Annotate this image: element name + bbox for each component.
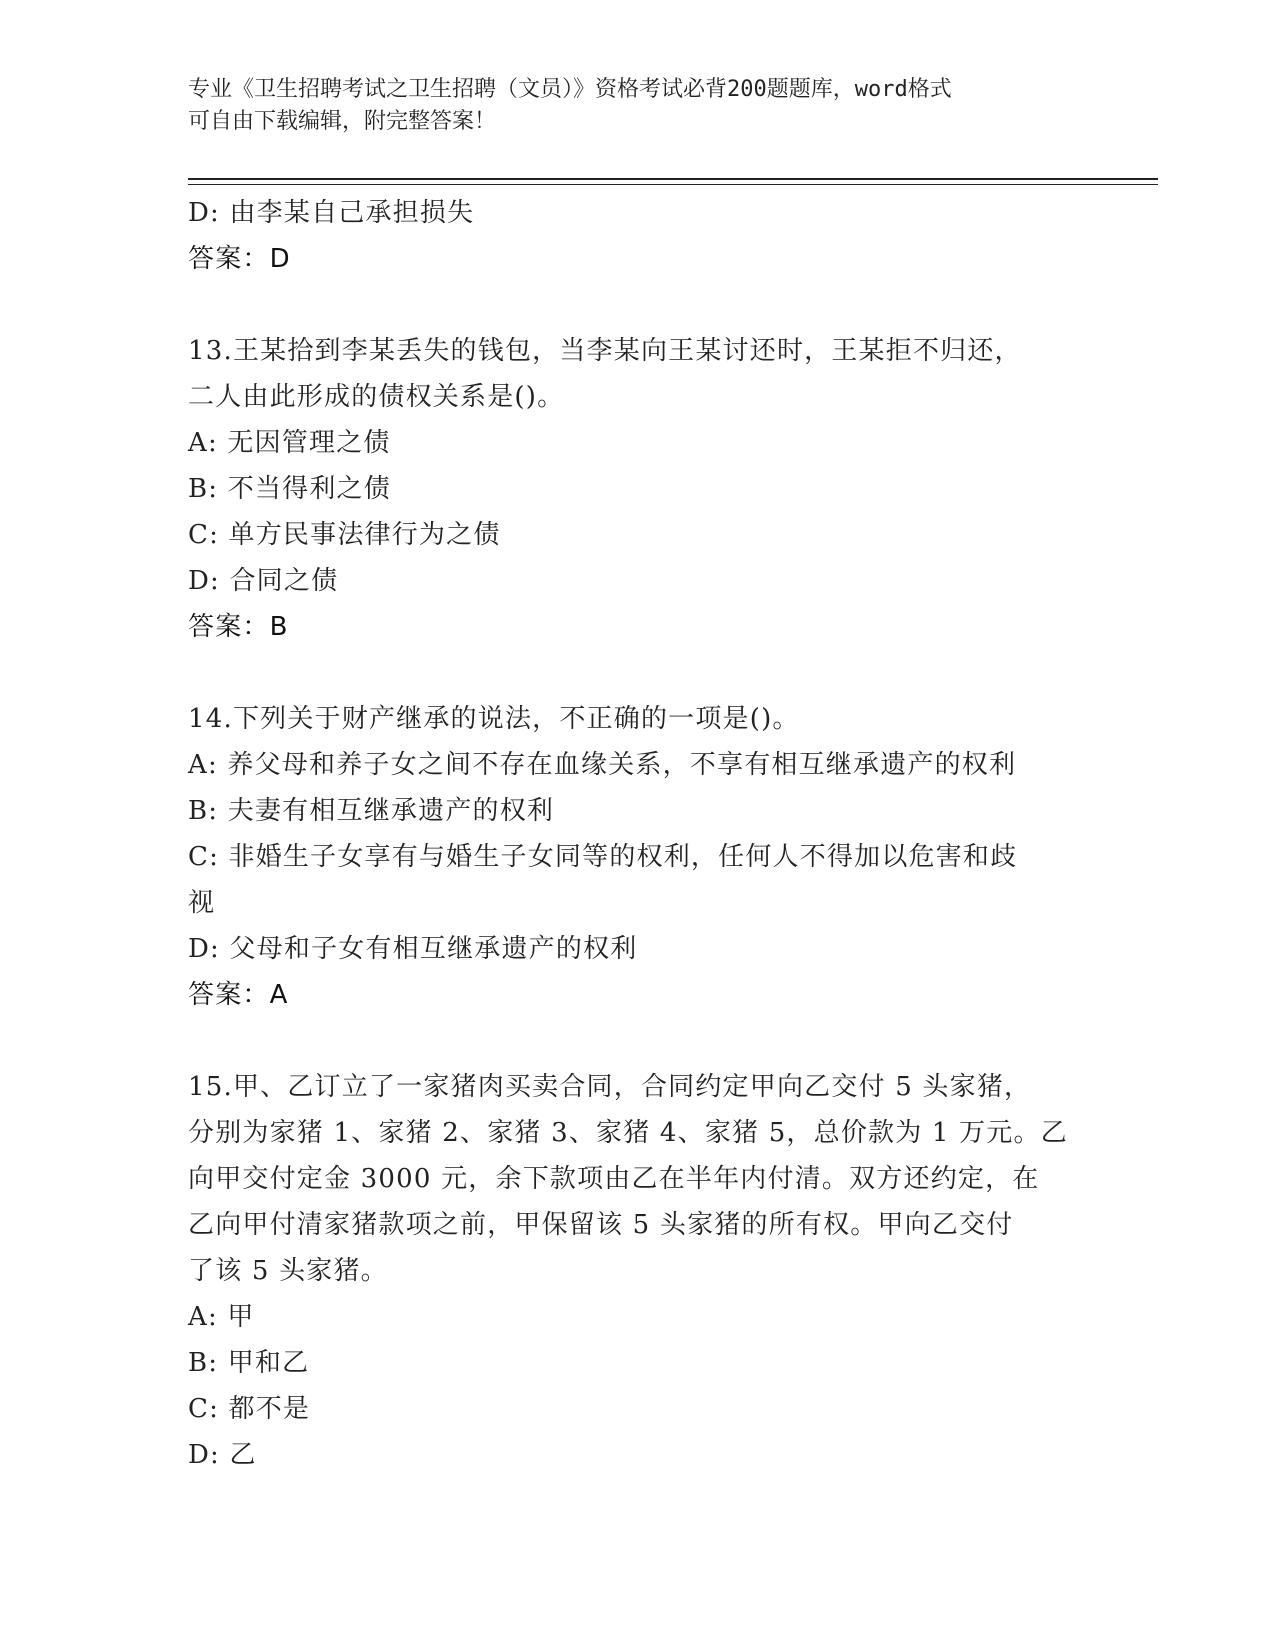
question-text-line: 向甲交付定金 3000 元，余下款项由乙在半年内付清。双方还约定，在: [188, 1164, 1040, 1194]
option-a: A: 甲: [188, 1302, 255, 1332]
question-text-line: 二人由此形成的债权关系是()。: [188, 382, 565, 412]
option-a: A: 无因管理之债: [188, 428, 391, 458]
spacer: [188, 282, 1088, 328]
option-d: D: 由李某自己承担损失: [188, 198, 475, 228]
question-text-line: 15.甲、乙订立了一家猪肉买卖合同，合同约定甲向乙交付 5 头家猪，: [188, 1072, 1032, 1102]
option-a: A: 养父母和养子女之间不存在血缘关系，不享有相互继承遗产的权利: [188, 750, 1017, 780]
question-content: [188, 190, 1088, 1478]
option-b: B: 不当得利之债: [188, 474, 391, 504]
option-c: C: 非婚生子女享有与婚生子女同等的权利，任何人不得加以危害和歧: [188, 842, 1018, 872]
option-c: C: 都不是: [188, 1394, 311, 1424]
option-b: B: 甲和乙: [188, 1348, 310, 1378]
answer-line: 答案：B: [188, 612, 289, 642]
spacer: [188, 650, 1088, 696]
option-c: C: 单方民事法律行为之债: [188, 520, 501, 550]
question-15: [188, 1064, 1088, 1478]
header-divider-thick: [188, 178, 1158, 180]
header-line-1: 专业《卫生招聘考试之卫生招聘（文员）》资格考试必背200题题库，word格式: [188, 77, 952, 102]
question-text-line: 14.下列关于财产继承的说法，不正确的一项是()。: [188, 704, 800, 734]
spacer: [188, 1018, 1088, 1064]
question-text-line: 分别为家猪 1、家猪 2、家猪 3、家猪 4、家猪 5，总价款为 1 万元。乙: [188, 1118, 1068, 1148]
header-divider-thin: [188, 184, 1158, 185]
question-text-line: 13.王某拾到李某丢失的钱包，当李某向王某讨还时，王某拒不归还，: [188, 336, 1022, 366]
answer-line: 答案：A: [188, 980, 289, 1010]
option-d: D: 乙: [188, 1440, 257, 1470]
answer-line: 答案：D: [188, 244, 291, 274]
question-14: [188, 696, 1088, 1018]
option-c-continued: 视: [188, 888, 216, 918]
option-d: D: 合同之债: [188, 566, 339, 596]
question-text-line: 了该 5 头家猪。: [188, 1256, 388, 1286]
header-line-2: 可自由下载编辑，附完整答案！: [188, 109, 497, 134]
option-d: D: 父母和子女有相互继承遗产的权利: [188, 934, 638, 964]
document-header: [188, 74, 1088, 138]
question-13: [188, 328, 1088, 650]
previous-question-tail: [188, 190, 1088, 282]
option-b: B: 夫妻有相互继承遗产的权利: [188, 796, 555, 826]
question-text-line: 乙向甲付清家猪款项之前，甲保留该 5 头家猪的所有权。甲向乙交付: [188, 1210, 1014, 1240]
